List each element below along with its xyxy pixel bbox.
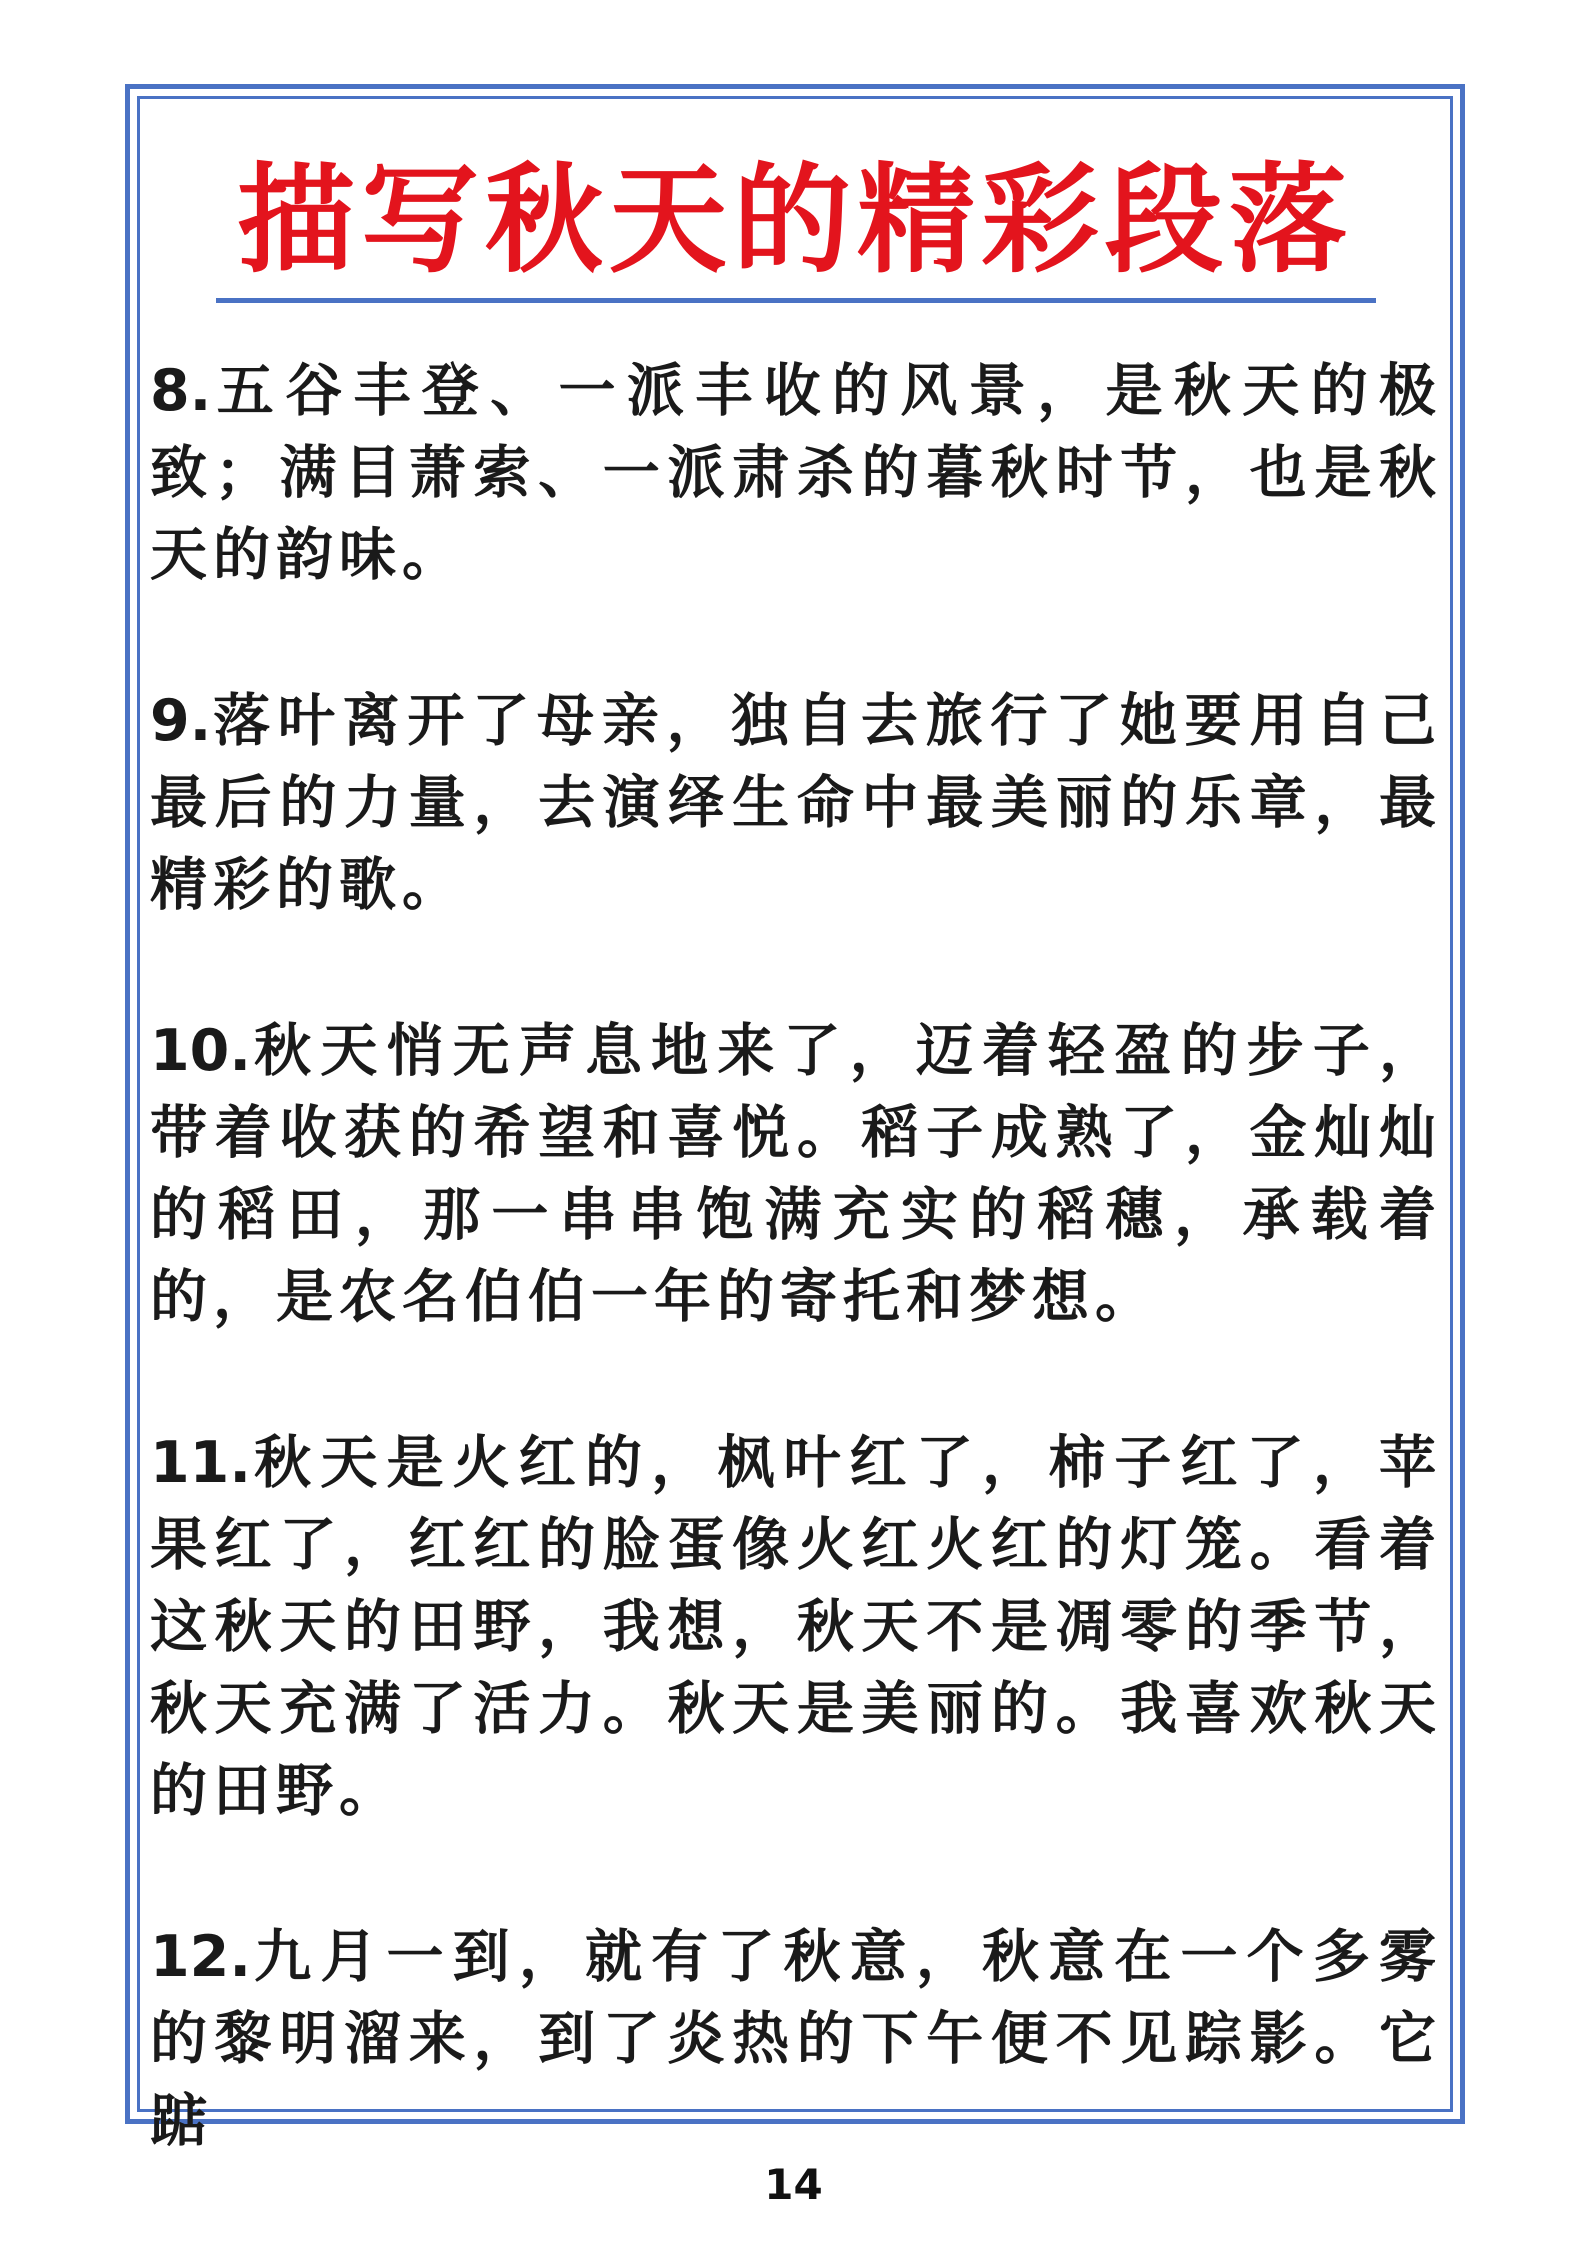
paragraph-8	[150, 350, 1442, 596]
paragraph-number: 12.	[150, 1924, 251, 1990]
title-underline	[216, 298, 1376, 303]
paragraph-text: 九月一到，就有了秋意，秋意在一个多雾的黎明溜来，到了炎热的下午便不见踪影。它踮	[150, 1923, 1442, 2154]
paragraph-11	[150, 1422, 1442, 1832]
paragraph-9	[150, 680, 1442, 926]
paragraph-number: 10.	[150, 1018, 251, 1084]
page-number: 14	[764, 2160, 823, 2209]
document-body	[150, 350, 1442, 2154]
paragraph-text: 落叶离开了母亲，独自去旅行了她要用自己最后的力量，去演绎生命中最美丽的乐章，最精彩的歌。	[150, 687, 1442, 918]
paragraph-number: 8.	[150, 358, 212, 424]
paragraph-text: 秋天悄无声息地来了，迈着轻盈的步子，带着收获的希望和喜悦。稻子成熟了，金灿灿的稻田，那一串串饱满充实的稻穗，承载着的，是农名伯伯一年的寄托和梦想。	[150, 1017, 1442, 1330]
paragraph-text: 秋天是火红的，枫叶红了，柿子红了，苹果红了，红红的脸蛋像火红火红的灯笼。看着这秋天的田野，我想，秋天不是凋零的季节，秋天充满了活力。秋天是美丽的。我喜欢秋天的田野。	[150, 1429, 1442, 1824]
paragraph-number: 9.	[150, 688, 212, 754]
paragraph-text: 五谷丰登、一派丰收的风景，是秋天的极致；满目萧索、一派肃杀的暮秋时节，也是秋天的韵味。	[150, 357, 1442, 588]
paragraph-12	[150, 1916, 1442, 2162]
page-title: 描写秋天的精彩段落	[236, 151, 1353, 289]
paragraph-number: 11.	[150, 1430, 251, 1496]
paragraph-10	[150, 1010, 1442, 1338]
